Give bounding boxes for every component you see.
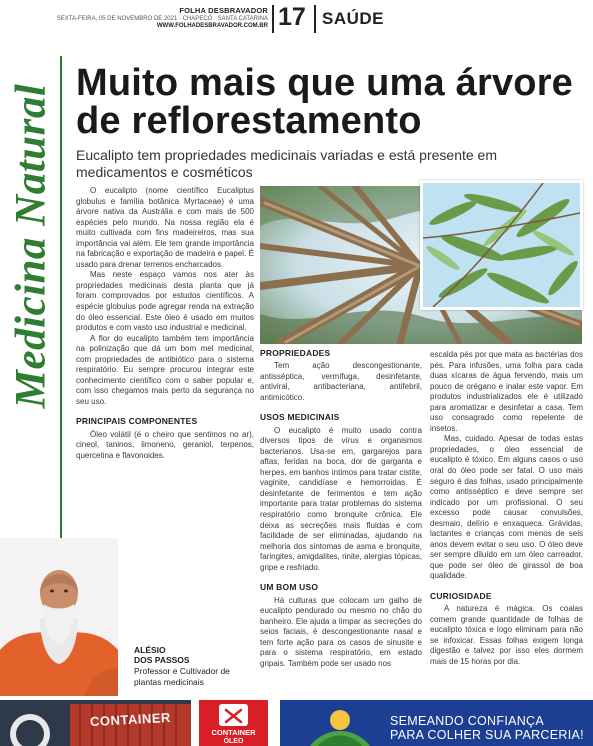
author-photo — [0, 538, 118, 696]
page-number: 17 — [278, 3, 306, 31]
ad-slogan-line: SEMEANDO CONFIANÇA — [390, 714, 545, 728]
paragraph: Óleo volátil (é o cheiro que sentimos no ar), cineol, taninos, limoneno, geraniol, terpenos, quercetina e flavonoides. — [76, 429, 254, 460]
sun-field-logo-icon — [280, 700, 380, 746]
container-ad[interactable] — [0, 700, 191, 746]
paper-name: FOLHA DESBRAVADOR — [179, 6, 268, 15]
cooperative-ad[interactable] — [280, 700, 593, 746]
article-column-2 — [260, 348, 422, 669]
tools-icon — [199, 702, 268, 728]
column-title-container — [8, 56, 54, 436]
paragraph: Mas, cuidado. Apesar de todas estas propriedades, o óleo essencial de eucalipto é tóxico. Em alguns casos o uso oral do óleo pode ser fatal. O uso mais seguro é das folhas, usado principalmente como antisséptico e deve sempre ser indicado por um profissional. O seu excesso pode causar convulsões, desmaio, delírio e enxaqueca. Grávidas, lactantes e crianças com menos de seis anos devem evitar o seu uso. O óleo deve ser sempre diluído em um óleo carreador, que pode ser óleo de girassol de boa qualidade. — [430, 434, 583, 581]
ad-slogan-line: PARA COLHER SUA PARCERIA! — [390, 728, 584, 743]
eucalyptus-leaves-photo — [420, 180, 583, 310]
article-column-3 — [430, 350, 583, 668]
article-headline: Muito mais que uma árvore de reflorestamento — [76, 62, 574, 142]
column-title: Medicina Natural — [7, 83, 55, 409]
paragraph: Tem ação descongestionante, antisséptica, vermífuga, desinfetante, antiviral, antibacteriana, antifebril, antimicótico. — [260, 361, 422, 402]
newspaper-header — [0, 7, 268, 29]
article-column-1 — [76, 186, 254, 461]
section-heading: CURIOSIDADE — [430, 591, 492, 602]
paragraph: Mas neste espaço vamos nos ater às propriedades medicinais desta planta que já foram comprovados por estudos científicos. A espécie globulus pode agregar renda na extração do óleo essencial. Este óleo é usado em muitos produtos e com vasto uso industrial e medicinal. — [76, 270, 254, 333]
section-heading: PROPRIEDADES — [260, 348, 331, 358]
section-heading: UM BOM USO — [260, 582, 319, 593]
author-name-line: DOS PASSOS — [134, 655, 190, 666]
paragraph: O eucalipto (nome científico Eucaliptus globulus e família botânica Myrtaceae) é uma árvore nativa da Austrália e com mais de 500 espécies pelo mundo. Na nossa região ela é muito cultivada com fins madeireiros, mas sua importância vai além. Ele tem grande importância na fabricação e exportação de madeira e papel. É usado para drenar terrenos encharcados. — [76, 186, 254, 269]
paragraph: Há culturas que colocam um galho de eucalipto pendurado ou mesmo no chão do banheiro. Ele ajuda a limpar as secreções do seios faciais, é descongestionante nasal e tem forte ação para os casos de sinusite e para o sistema respiratório, em estado gripais. Também pode ser usado nos — [260, 595, 422, 668]
section-heading: PRINCIPAIS COMPONENTES — [76, 416, 198, 427]
ad-slogan — [390, 714, 584, 743]
advertisement-bar — [0, 700, 593, 746]
green-rule — [60, 56, 62, 542]
paragraph: A natureza é mágica. Os coalas comem grande quantidade de folhas de eucalipto tóxica e logo eliminam para não se infoxicar. Essas folhas exigem longa digestão e talvez por isso eles dormem mais de 15 horas por dia. — [430, 604, 583, 666]
author-byline — [134, 645, 254, 687]
ad-text: CONTAINER — [211, 728, 256, 737]
author-role: Professor e Cultivador de plantas medicinais — [134, 666, 230, 687]
ad-subtext: ÓLEO — [223, 738, 244, 745]
website-link[interactable]: WWW.FOLHADESBRAVADOR.COM.BR — [156, 22, 268, 29]
author-name-line: ALÉSIO — [134, 645, 166, 655]
ad-text: CONTAINER — [89, 709, 172, 730]
paragraph: escalda pés por que mata as bactérias dos pés. Para infusões, uma folha para cada duas xícaras de água fervendo, mais um pouco de orégano e inalar este vapor. Em produtos industrializados ele é utilizado para aromatizar e desinfetar a casa. Tem uso consagrado como repelente de insetos. — [430, 350, 583, 433]
article-subhead: Eucalipto tem propriedades medicinais variadas e está presente em medicamentos e cosméticos — [76, 147, 498, 180]
section-name: SAÚDE — [322, 9, 385, 28]
header-divider — [314, 5, 316, 33]
paragraph: O eucalipto é muito usado contra diversos tipos de vírus e organismos bacterianos. Usa-se em, gargarejos para aftas, feridas na boca, dor de garganta e herpes, em banhos íntimos para tratar cistite, vaginite, candidíase e hemorroidas. É desinfetante de ferimentos e tem ação importante para tratar problemas do sistema respiratório como bronquite crônica. Ele deixa as secreções mais fluidas e com facilidade de ser eliminadas, ajudando na melhoria dos sintomas de asma e bronquite, faringites, amigdalites, rinite, alergias tópicas, gripe e resfriado. — [260, 425, 422, 572]
section-heading: USOS MEDICINAIS — [260, 412, 340, 423]
container-oleo-ad[interactable] — [199, 700, 268, 746]
paragraph: A flor do eucalipto também tem importância na polinização que dá um bom mel medicinal, com propriedades de antibiótico para o sistema respiratório. Eu sempre procurou integrar este conhecimento científico com o saber popular e, com isso chegamos mais perto da segurança no seu uso. — [76, 333, 254, 406]
dateline: SEXTA-FEIRA, 05 DE NOVEMBRO DE 2021 · CHAPECÓ · SANTA CATARINA — [56, 15, 268, 22]
header-divider — [272, 5, 274, 33]
